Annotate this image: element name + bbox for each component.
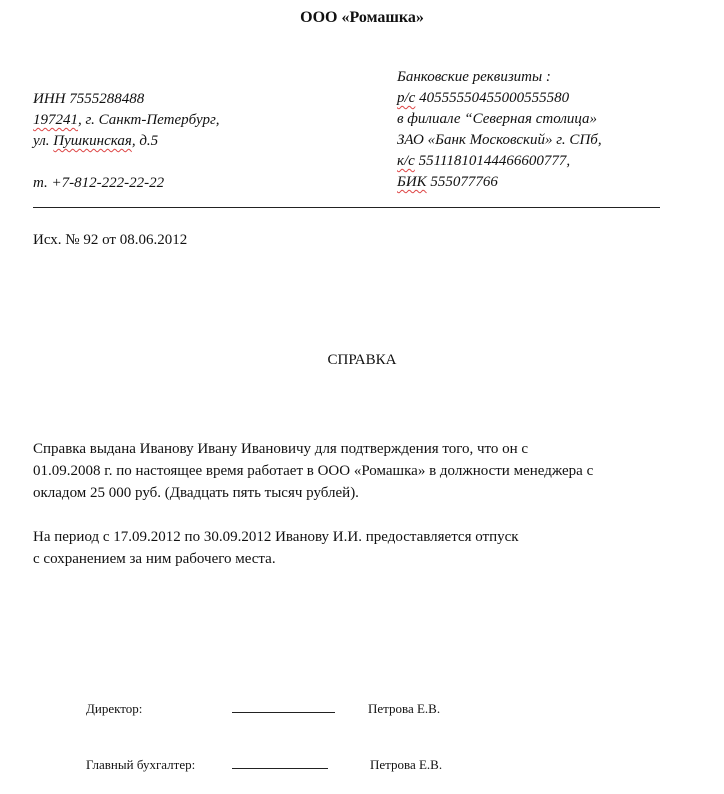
bank-heading: Банковские реквизиты :	[397, 69, 551, 85]
signature-role: Директор:	[86, 701, 143, 716]
signature-line	[232, 756, 328, 769]
street-prefix: ул.	[33, 133, 54, 149]
bik-number: 555077766	[426, 174, 498, 190]
address-street-line	[33, 131, 220, 152]
bank-line: ЗАО «Банк Московский» г. СПб,	[397, 132, 602, 148]
phone-line: т. +7-812-222-22-22	[33, 175, 165, 191]
body-line-3: окладом 25 000 руб. (Двадцать пять тысяч рублей).	[33, 485, 359, 501]
signature-chief-accountant	[86, 756, 442, 773]
paragraph-gap	[33, 504, 593, 526]
document-title: СПРАВКА	[327, 352, 397, 368]
signature-director	[86, 700, 440, 717]
body-line-4: На период с 17.09.2012 по 30.09.2012 Иванову И.И. предоставляется отпуск	[33, 529, 519, 545]
corr-account-prefix: к/с	[397, 153, 415, 169]
bik-label: БИК	[397, 174, 427, 190]
body-line-5: с сохранением за ним рабочего места.	[33, 551, 276, 567]
account-prefix: р/с	[397, 90, 416, 106]
signature-role: Главный бухгалтер:	[86, 757, 196, 772]
spacer	[33, 152, 220, 173]
outgoing-number: Исх. № 92 от 08.06.2012	[33, 232, 188, 248]
address-city-rest: , г. Санкт-Петербург,	[78, 112, 220, 128]
company-name: ООО «Ромашка»	[300, 9, 424, 26]
signature-line	[232, 700, 335, 713]
street-rest: , д.5	[131, 133, 159, 149]
street-name: Пушкинская	[53, 133, 132, 149]
certificate-body	[33, 438, 593, 570]
corr-account-line	[397, 151, 602, 172]
bank-requisites	[397, 67, 602, 193]
signature-name: Петрова Е.В.	[370, 757, 443, 772]
header-divider	[33, 207, 660, 208]
bik-line	[397, 172, 602, 193]
corr-account-number: 55111810144466600777,	[414, 153, 571, 169]
signature-name: Петрова Е.В.	[368, 701, 441, 716]
body-line-2: 01.09.2008 г. по настоящее время работает в ООО «Ромашка» в должности менеджера с	[33, 463, 594, 479]
branch-line: в филиале “Северная столица»	[397, 111, 598, 127]
address-city-line	[33, 110, 220, 131]
postal-code: 197241	[33, 112, 78, 128]
company-requisites	[33, 89, 220, 194]
body-line-1: Справка выдана Иванову Ивану Ивановичу для подтверждения того, что он с	[33, 441, 529, 457]
inn-line: ИНН 7555288488	[33, 91, 145, 107]
account-line	[397, 88, 602, 109]
account-number: 40555550455000555580	[415, 90, 570, 106]
